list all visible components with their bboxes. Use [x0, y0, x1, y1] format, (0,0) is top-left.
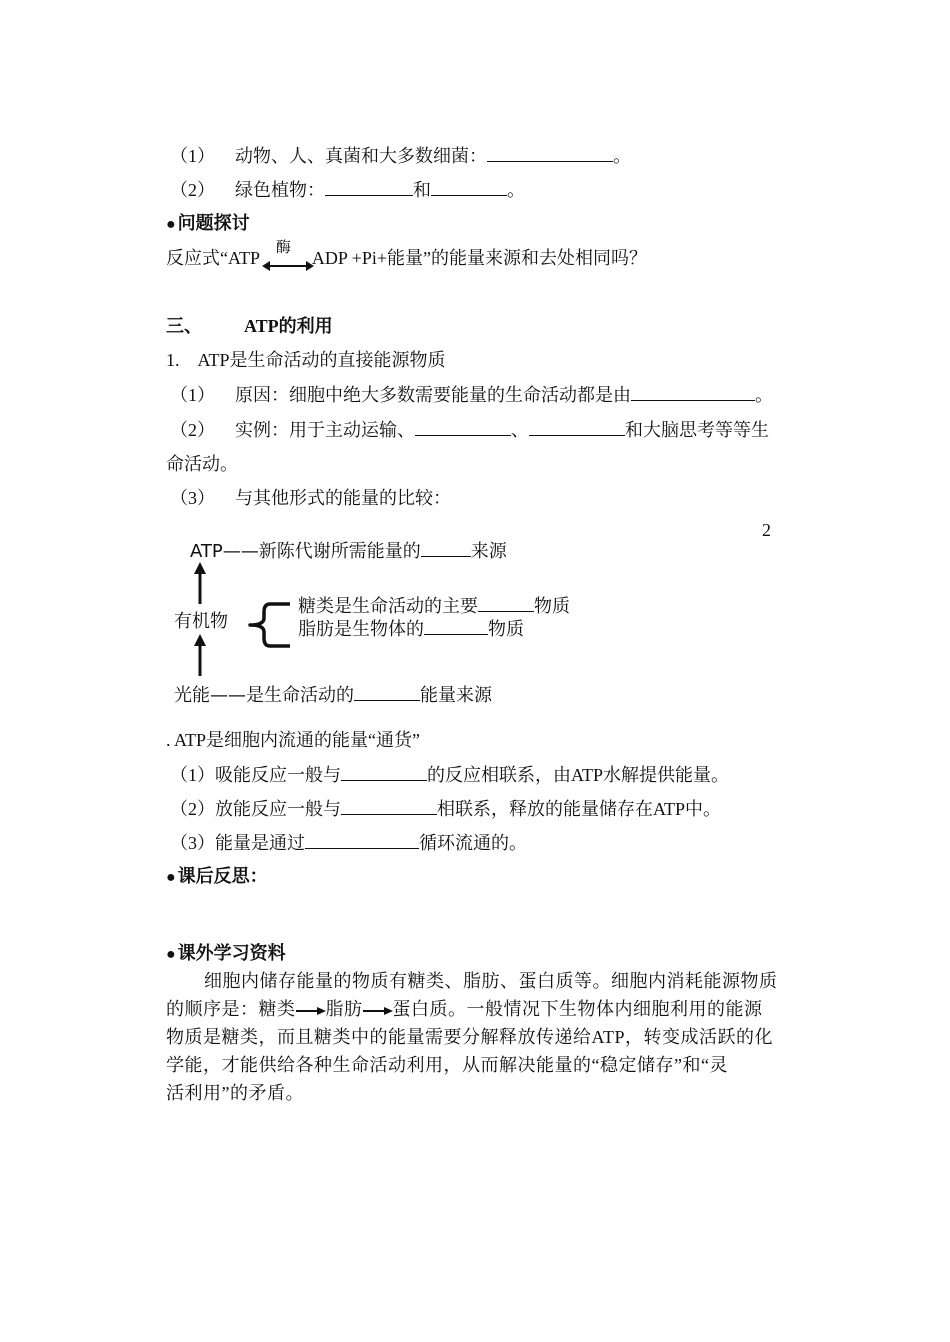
- extra-paragraph-line-5: 活利用”的矛盾。: [166, 1083, 304, 1103]
- diagram-sugar-line: [298, 594, 570, 618]
- fill-blank[interactable]: [529, 417, 625, 436]
- fill-blank[interactable]: [421, 539, 471, 557]
- fill-blank[interactable]: [431, 177, 507, 196]
- fill-blank[interactable]: [354, 683, 420, 701]
- right-arrow-icon: [363, 1005, 393, 1017]
- reaction-left: 反应式“ATP: [166, 248, 264, 268]
- diagram-text: 物质: [488, 619, 524, 640]
- punctuation: 。: [755, 385, 773, 405]
- item-text: 循环流通的。: [419, 833, 527, 853]
- reflection-heading: [166, 864, 268, 890]
- section-title: ATP的利用: [244, 316, 333, 336]
- item-text: 相联系，释放的能量储存在ATP中。: [437, 799, 722, 819]
- paragraph-text: 的顺序是：糖类: [166, 999, 296, 1019]
- up-arrow-icon: [188, 632, 212, 678]
- item-text: （1）吸能反应一般与: [170, 765, 341, 785]
- diagram-text: 光能——是生命活动的: [174, 685, 354, 706]
- paragraph-text: 蛋白质。一般情况下生物体内细胞利用的能源: [392, 999, 763, 1019]
- item-number: （2）: [170, 180, 215, 200]
- reaction-question: [166, 240, 647, 270]
- item-text: 动物、人、真菌和大多数细菌：: [235, 146, 487, 166]
- currency-title: . ATP是细胞内流通的能量“通货”: [166, 730, 420, 750]
- fill-blank[interactable]: [325, 177, 413, 196]
- fill-blank[interactable]: [478, 594, 534, 612]
- diagram-atp-line: [190, 539, 507, 563]
- enzyme-label: 酶: [275, 240, 291, 256]
- item-animals: [170, 143, 631, 168]
- conjunction: 和: [413, 180, 431, 200]
- diagram-text: 脂肪是生物体的: [298, 619, 424, 640]
- item-examples-continued: 命活动。: [166, 454, 238, 474]
- bullet-icon: ●: [166, 216, 176, 233]
- item-text: 绿色植物：: [235, 180, 325, 200]
- diagram-text: 来源: [470, 541, 507, 562]
- item-number: （3）: [170, 488, 215, 508]
- item-number: （1）: [170, 146, 215, 166]
- punctuation: 。: [613, 146, 631, 166]
- item-text: 与其他形式的能量的比较：: [235, 488, 451, 508]
- item-plants: [170, 177, 525, 202]
- item-examples: [170, 417, 769, 442]
- fill-blank[interactable]: [631, 382, 755, 401]
- section-number: 三、: [166, 316, 202, 336]
- item-text-tail: 和大脑思考等等生: [625, 420, 769, 440]
- fill-blank[interactable]: [487, 143, 613, 162]
- right-arrow-icon: [296, 1005, 326, 1017]
- item-comparison: [170, 486, 451, 510]
- page-number: 2: [762, 520, 771, 540]
- item-text: 的反应相联系，由ATP水解提供能量。: [427, 765, 730, 785]
- currency-item-2: [170, 796, 721, 821]
- reversible-arrow: [264, 240, 312, 270]
- currency-item-1: [170, 762, 729, 787]
- left-brace-icon: [242, 600, 294, 650]
- item-number: （1）: [170, 385, 215, 405]
- diagram-organic-label: 有机物: [174, 611, 228, 632]
- diagram-text: 物质: [534, 596, 570, 617]
- extra-paragraph-line-2: [166, 996, 786, 1022]
- punctuation: 。: [507, 180, 525, 200]
- fill-blank[interactable]: [305, 830, 419, 849]
- diagram-light-line: [174, 683, 492, 707]
- subheading-direct-energy: 1. ATP是生命活动的直接能源物质: [166, 350, 446, 370]
- diagram-fat-line: [298, 617, 524, 641]
- item-reason: [170, 382, 773, 407]
- up-arrow-icon: [188, 560, 212, 606]
- extra-paragraph-line-3: 物质是糖类，而且糖类中的能量需要分解释放传递给ATP，转变成活跃的化: [166, 1027, 774, 1047]
- item-text: （3）能量是通过: [170, 833, 305, 853]
- bullet-icon: ●: [166, 869, 176, 886]
- heading-text: 课外学习资料: [177, 943, 286, 963]
- heading-text: 问题探讨: [177, 213, 250, 233]
- item-text: 原因：细胞中绝大多数需要能量的生命活动都是由: [235, 385, 631, 405]
- section-three-heading: [166, 314, 333, 338]
- fill-blank[interactable]: [424, 617, 488, 635]
- extra-paragraph-line-1: 细胞内储存能量的物质有糖类、脂肪、蛋白质等。细胞内消耗能源物质: [204, 971, 778, 991]
- reaction-right: ADP +Pi+能量”的能量来源和去处相同吗？: [311, 248, 647, 268]
- diagram-text: 能量来源: [420, 685, 492, 706]
- paragraph-text: 脂肪: [325, 999, 363, 1019]
- currency-item-3: [170, 830, 527, 855]
- diagram-text: ATP——新陈代谢所需能量的: [190, 541, 421, 562]
- diagram-text: 糖类是生命活动的主要: [298, 596, 478, 617]
- item-text: 实例：用于主动运输、: [235, 420, 415, 440]
- double-arrow-icon: [262, 258, 314, 282]
- heading-text: 课后反思：: [177, 866, 268, 886]
- fill-blank[interactable]: [341, 796, 437, 815]
- item-text: （2）放能反应一般与: [170, 799, 341, 819]
- discussion-heading: [166, 211, 250, 237]
- extra-heading: [166, 941, 286, 967]
- fill-blank[interactable]: [415, 417, 511, 436]
- extra-paragraph-line-4: 学能，才能供给各种生命活动利用，从而解决能量的“稳定储存”和“灵: [166, 1055, 728, 1075]
- bullet-icon: ●: [166, 946, 176, 963]
- item-number: （2）: [170, 420, 215, 440]
- separator: 、: [511, 420, 529, 440]
- fill-blank[interactable]: [341, 762, 427, 781]
